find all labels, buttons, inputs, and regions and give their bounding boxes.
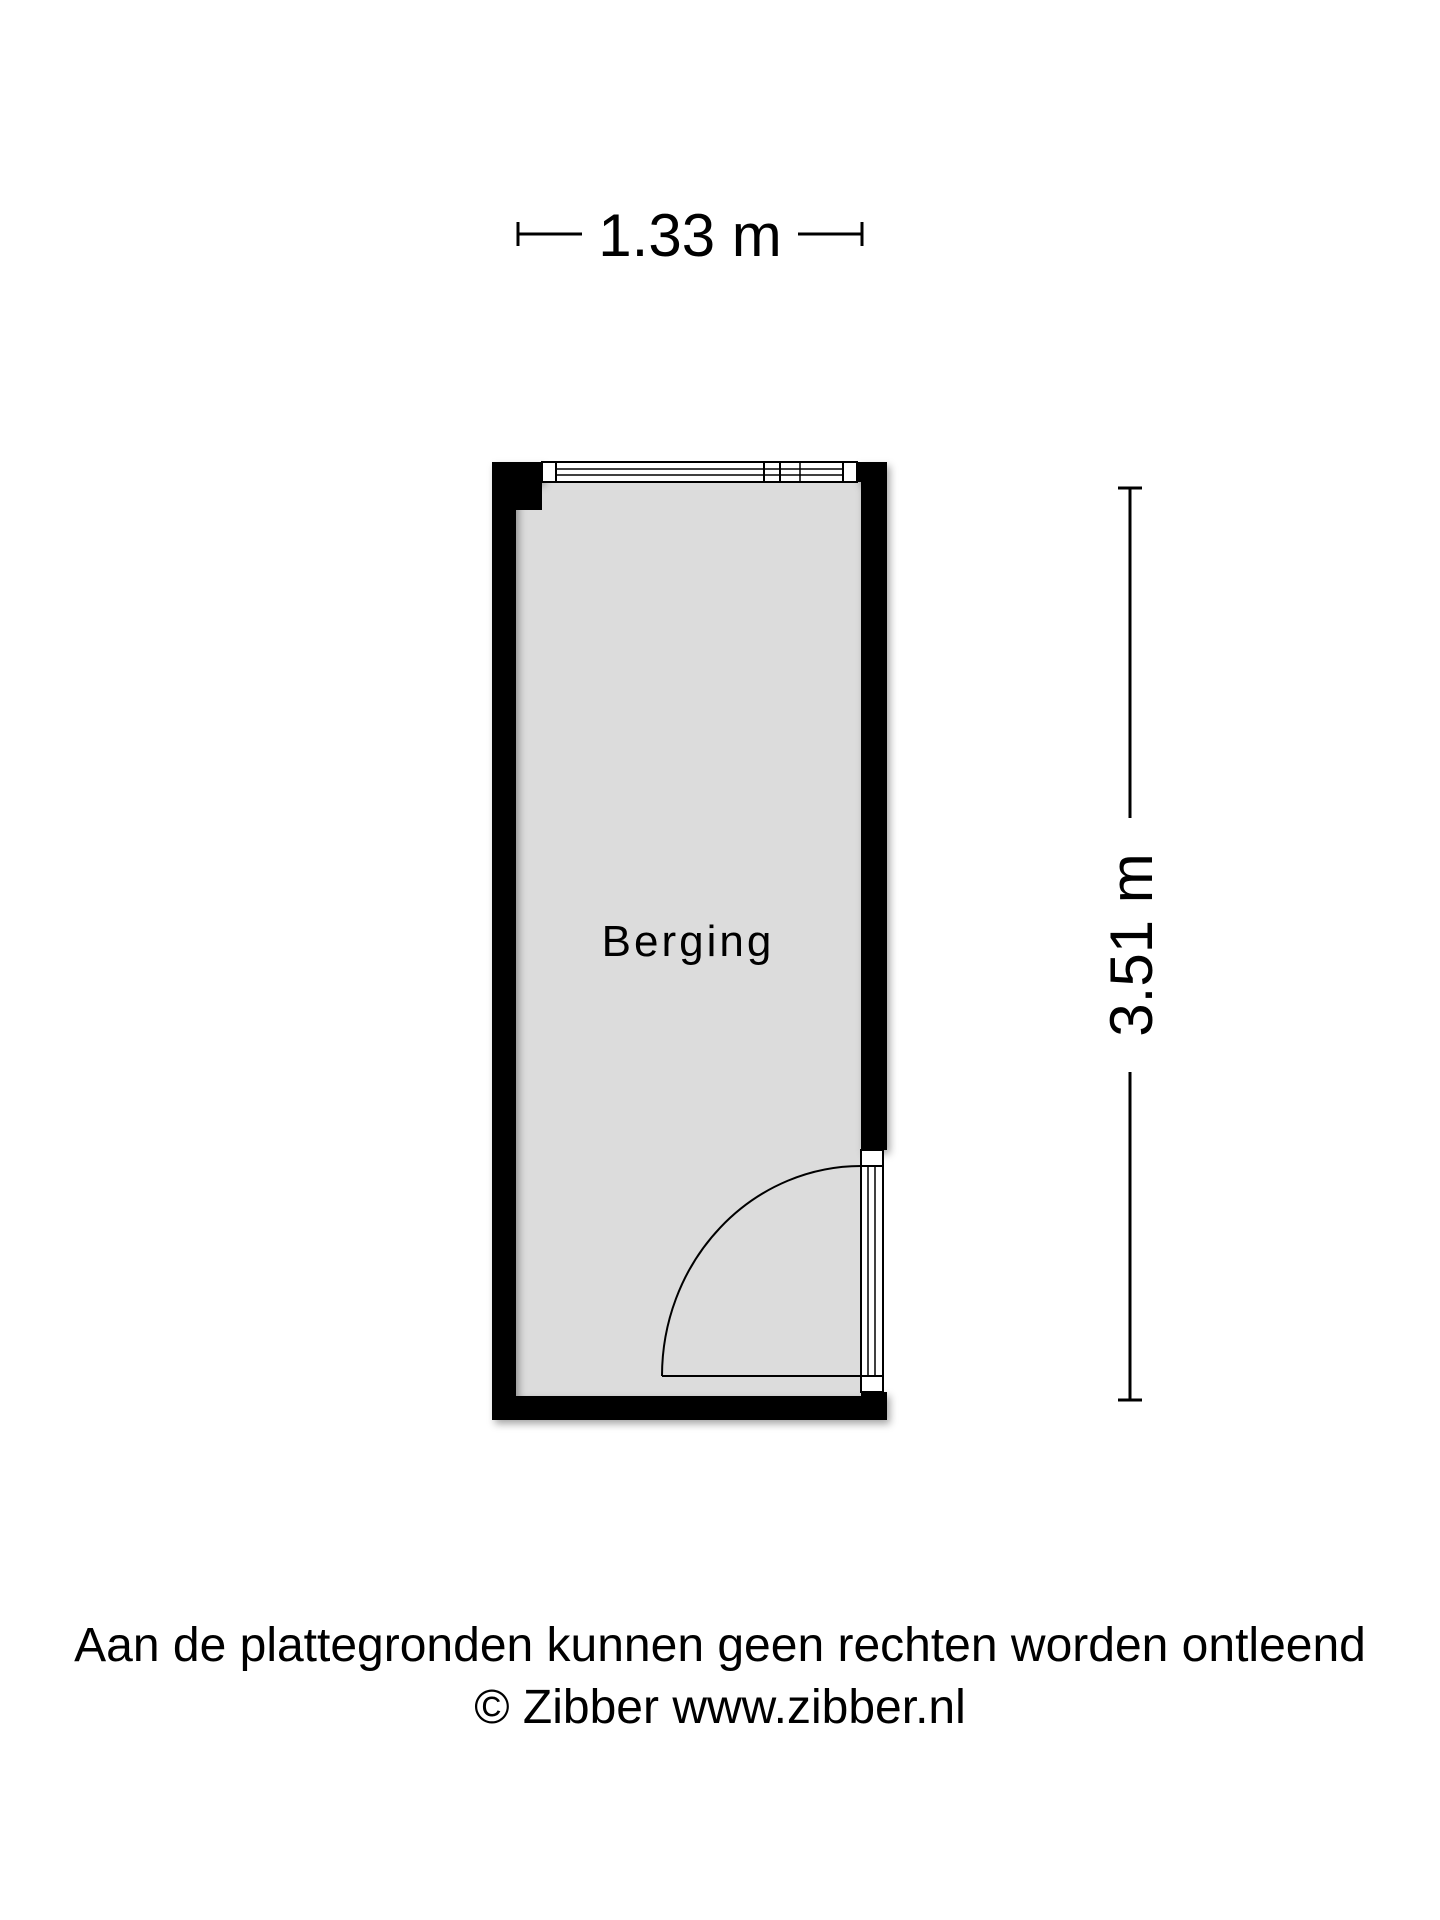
disclaimer-text: Aan de plattegronden kunnen geen rechten worden ontleend: [74, 1619, 1366, 1672]
wall-right-upper: [861, 462, 887, 1150]
window-top: [542, 462, 857, 482]
door-threshold: [861, 1166, 883, 1376]
width-dimension-label: 1.33 m: [598, 202, 782, 269]
wall-top-left: [492, 462, 542, 482]
corner-column: [516, 482, 542, 510]
room-label: Berging: [601, 917, 775, 966]
length-dimension-label: 3.51 m: [1098, 853, 1165, 1037]
wall-left: [492, 462, 516, 1420]
width-dimension: [518, 202, 862, 269]
room-berging: [492, 462, 887, 1420]
wall-bottom: [492, 1396, 887, 1420]
door-frame-top: [861, 1150, 883, 1166]
copyright-text: © Zibber www.zibber.nl: [474, 1681, 966, 1734]
wall-right-lower: [861, 1392, 887, 1420]
length-dimension: [1098, 488, 1165, 1400]
door-frame-bottom: [861, 1376, 883, 1392]
